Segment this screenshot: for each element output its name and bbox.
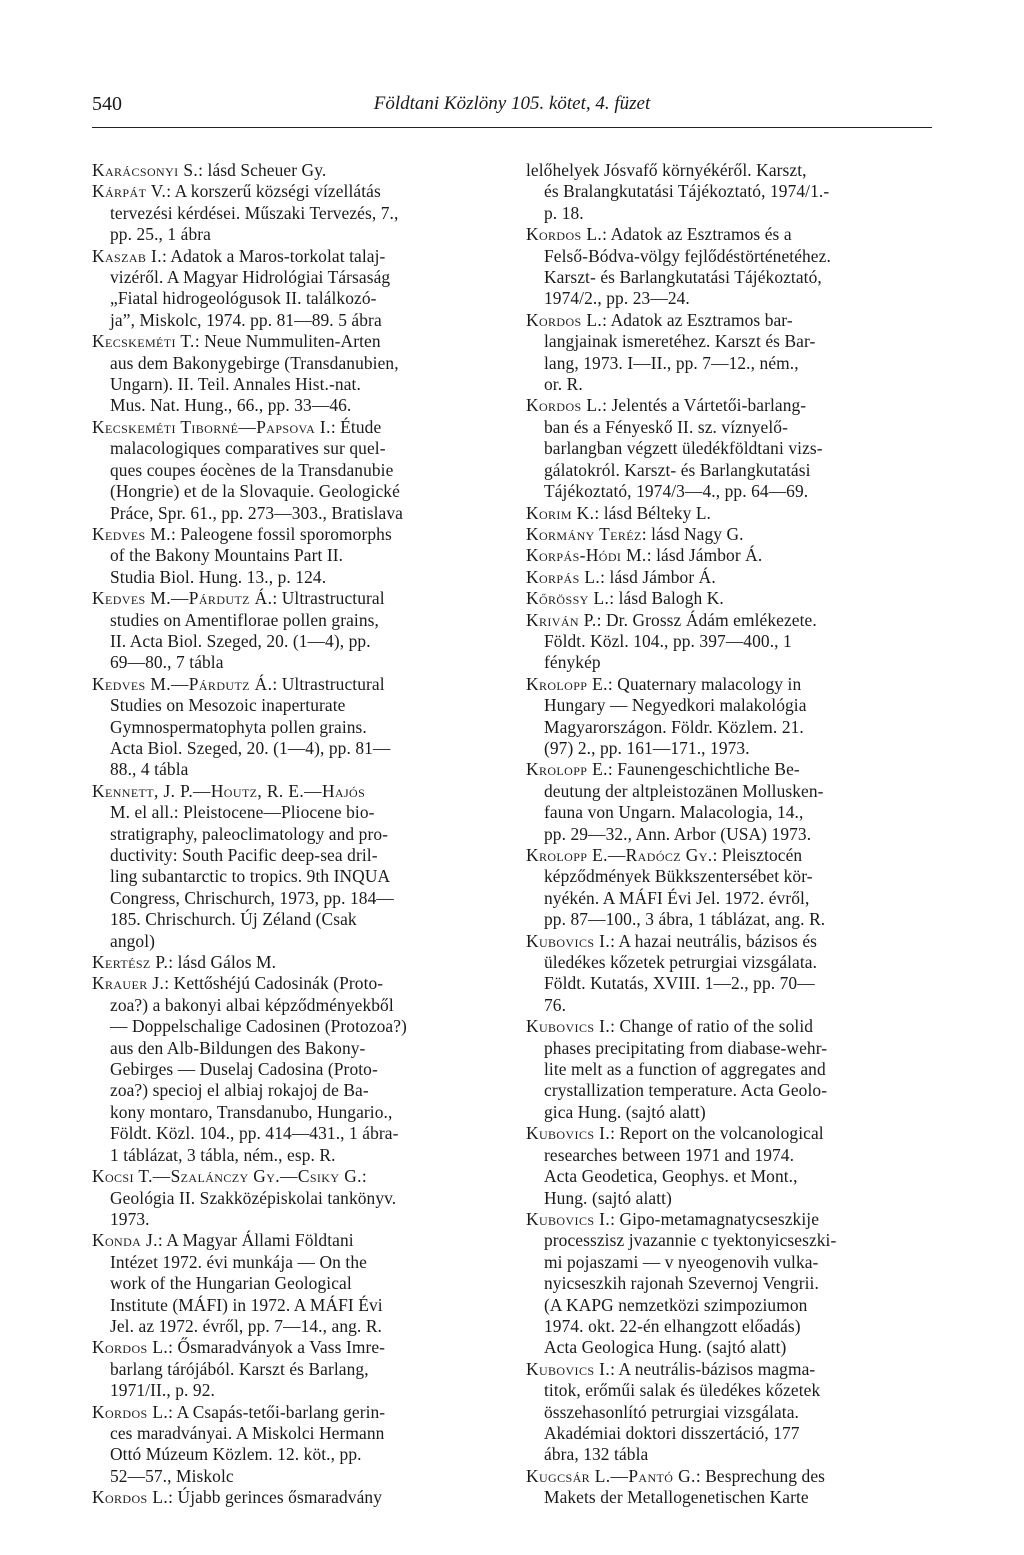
reference-text: : Jelentés a Vártetői-barlang- ban és a Fényeskő II. sz. víznyelő- barlangban végzett üledékföldtani vizs- gálatokról. Karszt- és Barlangkutatási Tájékoztató, 1974/3—4., pp. 64—69. (544, 395, 823, 502)
reference-author: Kennett, J. P.—Houtz, R. E.—Hajós (92, 780, 366, 801)
reference-entry (526, 759, 946, 845)
reference-entry (92, 417, 512, 524)
reference-text: : Neue Nummuliten-Arten aus dem Bakonygebirge (Transdanubien, Ungarn). II. Teil. Annales Hist.-nat. Mus. Nat. Hung., 66., pp. 33—46. (110, 331, 399, 416)
reference-entry (92, 1337, 512, 1401)
reference-author: Krolopp E.—Radócz Gy. (526, 845, 713, 865)
reference-text: : Report on the volcanological researches between 1971 and 1974. Acta Geodetica, Geophys. et Mont., Hung. (sajtó alatt) (544, 1123, 824, 1208)
left-column (92, 160, 512, 1509)
reference-entry (526, 1359, 946, 1466)
reference-text: : lásd Balogh K. (609, 588, 724, 609)
reference-author: Kecskeméti Tiborné—Papsova I. (92, 416, 331, 437)
reference-author: Krauer J. (92, 973, 165, 994)
reference-entry (526, 310, 946, 396)
reference-text: : Besprechung des Makets der Metallogenetischen Karte (544, 1465, 826, 1508)
reference-author: Korim K. (526, 502, 595, 523)
reference-text: : A Csapás-tetői-barlang gerin- ces maradványai. A Miskolci Hermann Ottó Múzeum Közlem. 12. köt., pp. 52—57., Miskolc (110, 1401, 386, 1486)
reference-entry (526, 588, 946, 609)
reference-entry (92, 973, 512, 1166)
reference-author: Kedves M. (92, 523, 171, 544)
reference-entry (92, 674, 512, 781)
reference-author: Kormány Teréz (526, 523, 642, 544)
reference-text: : Kettőshéjú Cadosinák (Proto- zoa?) a bakonyi albai képződményekből — Doppelschalige Cadosinen (Protozoa?) aus den Alb-Bildungen des Bakony- Gebirges — Duselaj Cadosina (Proto- zoa?) specioj el albiaj rokajoj de Ba- kony montaro, Transdanubo, Hungario., Földt. Közl. 104., pp. 414—431., 1 ábra- 1 táblázat, 3 tábla, ném., esp. R. (110, 973, 407, 1165)
reference-text: : Quaternary malacology in Hungary — Negyedkori malakológia Magyarországon. Földr. Közlem. 21. (97) 2., pp. 161—171., 1973. (544, 673, 807, 758)
reference-author: Korpás L. (526, 566, 601, 587)
reference-entry (526, 224, 946, 310)
reference-author: Kocsi T.—Szalánczy Gy.—Csiky G. (92, 1166, 362, 1187)
reference-text: : Adatok a Maros-torkolat talaj- vizéről. A Magyar Hidrológiai Társaság „Fiatal hidrogeológusok II. találkozó- ja”, Miskolc, 1974. pp. 81—89. 5 ábra (110, 245, 391, 330)
reference-entry (526, 545, 946, 566)
reference-author: Kedves M.—Párdutz Á. (92, 673, 273, 694)
reference-entry (526, 1209, 946, 1359)
reference-text: : lásd Scheuer Gy. (198, 160, 327, 180)
reference-text: : Paleogene fossil sporomorphs of the Bakony Mountains Part II. Studia Biol. Hung. 13., p. 124. (110, 523, 392, 587)
reference-text: : lásd Nagy G. (641, 523, 744, 544)
reference-text: : Change of ratio of the solid phases precipitating from diabase-wehr- lite melt as a function of aggregates and crystallization temperature. Acta Geolo- gica Hung. (sajtó alatt) (544, 1016, 828, 1122)
reference-entry (92, 781, 512, 952)
reference-entry (92, 588, 512, 674)
reference-entry (526, 610, 946, 674)
reference-author: Karácsonyi S. (92, 160, 199, 180)
reference-author: Kubovics I. (526, 1208, 611, 1229)
reference-entry (526, 931, 946, 1017)
reference-author: Konda J. (92, 1230, 158, 1251)
reference-entry (92, 331, 512, 417)
reference-entry (526, 1016, 946, 1123)
reference-author: Kordos L. (92, 1337, 169, 1358)
reference-author: Kubovics I. (526, 930, 611, 951)
reference-text: : Ultrastructural Studies on Mesozoic inaperturate Gymnospermatophyta pollen grains. Acta Biol. Szeged, 20. (1—4), pp. 81— 88., 4 tábla (110, 673, 391, 780)
reference-text: : lásd Jámbor Á. (646, 545, 763, 566)
reference-entry (526, 845, 946, 931)
right-column (526, 160, 946, 1509)
reference-entry (526, 567, 946, 588)
reference-entry (526, 1123, 946, 1209)
reference-text: : Dr. Grossz Ádám emlékezete. Földt. Közl. 104., pp. 397—400., 1 fénykép (544, 609, 817, 673)
reference-text: lelőhelyek Jósvafő környékéről. Karszt, és Bralangkutatási Tájékoztató, 1974/1.- p. 18. (526, 160, 830, 223)
reference-text: : Újabb gerinces ősmaradvány (168, 1487, 382, 1508)
reference-author: Kordos L. (526, 395, 603, 416)
reference-text: : A korszerű községi vízellátás tervezési kérdései. Műszaki Tervezés, 7., pp. 25., 1 ábra (110, 181, 399, 245)
reference-text: M. el all.: Pleistocene—Pliocene bio- stratigraphy, paleoclimatology and pro- ductivity: South Pacific deep-sea dril- ling subantarctic to tropics. 9th INQUA Congress, Chrischurch, 1973, pp. 184— 185. Chrischurch. Új Zéland (Csak angol) (110, 802, 394, 951)
reference-text: : A neutrális-bázisos magma- titok, erőműi salak és üledékes kőzetek összehasonlító petrurgiai vizsgálata. Akadémiai doktori disszertáció, 177 ábra, 132 tábla (544, 1358, 821, 1465)
reference-text: : Adatok az Esztramos bar- langjainak ismeretéhez. Karszt és Bar- lang, 1973. I—II., pp. 7—12., ném., or. R. (544, 309, 816, 395)
reference-entry (92, 1487, 512, 1508)
reference-author: Kubovics I. (526, 1358, 611, 1379)
reference-author: Kárpát V. (92, 181, 167, 202)
reference-entry (92, 246, 512, 332)
reference-text: : Gipo-metamagnatycseszkije processzisz jvazannie c tyektonyicseszki- mi pojaszami — v nyeogenovih vulka- nyicseszkih rajonah Szevernoj Vengrii. (A KAPG nemzetközi szimpoziumon 1974. okt. 22-én elhangzott előadás) Acta Geologica Hung. (sajtó alatt) (544, 1208, 837, 1358)
reference-text: : Ősmaradványok a Vass Imre- barlang tárójából. Karszt és Barlang, 1971/II., p. 92. (110, 1337, 386, 1401)
reference-entry (526, 674, 946, 760)
reference-author: Kubovics I. (526, 1123, 611, 1144)
reference-entry (92, 1166, 512, 1230)
reference-entry (92, 181, 512, 245)
reference-author: Kordos L. (92, 1401, 169, 1422)
reference-entry (526, 503, 946, 524)
reference-author: Kecskeméti T. (92, 331, 195, 352)
running-title: Földtani Közlöny 105. kötet, 4. füzet (373, 93, 651, 114)
reference-entry (92, 1230, 512, 1337)
reference-text: : lásd Jámbor Á. (600, 566, 716, 587)
reference-entry (92, 952, 512, 973)
reference-author: Kugcsár L.—Pantó G. (526, 1465, 696, 1486)
reference-author: Korpás-Hódi M. (526, 545, 647, 566)
reference-entry (92, 1402, 512, 1488)
reference-text: : Geológia II. Szakközépiskolai tankönyv. 1973. (110, 1166, 397, 1229)
reference-author: Kordos L. (526, 224, 603, 245)
reference-author: Kedves M.—Párdutz Á. (92, 588, 273, 609)
reference-author: Kőrössy L. (526, 588, 610, 609)
reference-entry (526, 160, 946, 224)
reference-entry (526, 395, 946, 502)
page-number: 540 (92, 93, 122, 115)
reference-entry (92, 524, 512, 588)
reference-author: Krolopp E. (526, 673, 608, 694)
reference-text: : Étude malacologiques comparatives sur quel- ques coupes éocènes de la Transdanubie (Hongrie) et de la Slovaquie. Geologické Práce, Spr. 61., pp. 273—303., Bratislava (110, 416, 403, 523)
reference-text: : lásd Bélteky L. (594, 502, 712, 523)
reference-text: : lásd Gálos M. (168, 952, 277, 973)
reference-text: : A Magyar Állami Földtani Intézet 1972. évi munkája — On the work of the Hungarian Geological Institute (MÁFI) in 1972. A MÁFI Évi Jel. az 1972. évről, pp. 7—14., ang. R. (110, 1230, 383, 1336)
reference-author: Kordos L. (92, 1487, 169, 1508)
reference-author: Kertész P. (92, 952, 169, 973)
header-rule (92, 127, 932, 128)
reference-text: : Pleisztocén képződmények Bükkszentersébet kör- nyékén. A MÁFI Évi Jel. 1972. évről, pp. 87—100., 3 ábra, 1 táblázat, ang. R. (544, 845, 826, 930)
reference-author: Kaszab I. (92, 245, 162, 266)
reference-text: : Adatok az Esztramos és a Felső-Bódva-völgy fejlődéstörténetéhez. Karszt- és Barlangkutatási Tájékoztató, 1974/2., pp. 23—24. (544, 224, 831, 309)
reference-author: Kriván P. (526, 609, 597, 630)
reference-text: : Ultrastructural studies on Amentiflorae pollen grains, II. Acta Biol. Szeged, 20. (1—4), pp. 69—80., 7 tábla (110, 588, 385, 673)
reference-author: Kubovics I. (526, 1016, 611, 1037)
reference-author: Kordos L. (526, 309, 603, 330)
reference-text: : A hazai neutrális, bázisos és üledékes kőzetek petrurgiai vizsgálata. Földt. Kutatás, XVIII. 1—2., pp. 70— 76. (544, 930, 818, 1015)
page-header (92, 93, 932, 127)
reference-author: Krolopp E. (526, 759, 608, 780)
reference-entry (526, 1466, 946, 1509)
reference-entry (526, 524, 946, 545)
reference-entry (92, 160, 512, 181)
reference-text: : Faunengeschichtliche Be- deutung der altpleistozänen Mollusken- fauna von Ungarn. Malacologia, 14., pp. 29—32., Ann. Arbor (USA) 1973. (544, 759, 824, 844)
